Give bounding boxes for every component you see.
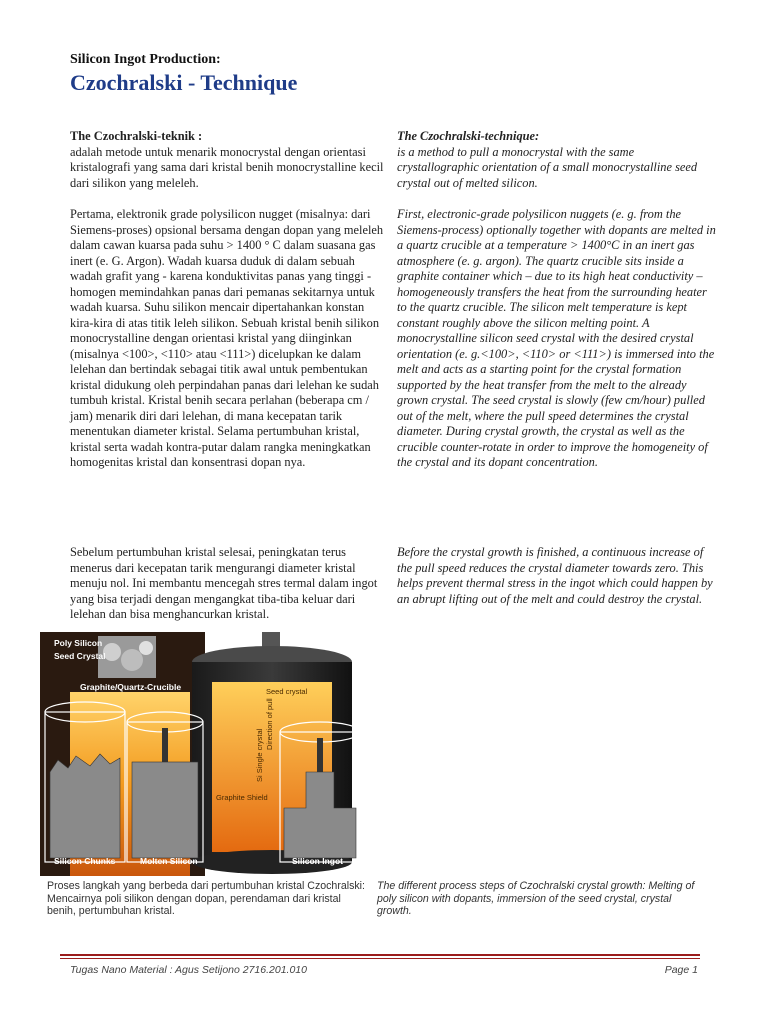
footer-author: Tugas Nano Material : Agus Setijono 2716.201.010 — [70, 964, 307, 976]
label-molten-silicon: Molten Silicon — [140, 856, 198, 866]
poly-silicon-chunk — [103, 643, 121, 661]
process-figure — [40, 632, 376, 876]
left-block-main — [70, 207, 390, 471]
right-heading: The Czochralski-technique: — [397, 129, 540, 143]
label-direction-of-pull: Direction of pull — [265, 698, 274, 750]
left-paragraph-2: Pertama, elektronik grade polysilicon nugget (misalnya: dari Siemens-proses) opsional bersama dengan dopan yang meleleh dalam cawan kuarsa pada suhu > 1400 ° C dalam suasana gas inert (e. G. Argon). Wadah kuarsa duduk di dalam sebuah wadah grafit yang - karena konduktivitas panas yang tinggi - homogen memindahkan panas dari pemanas sekitarnya untuk wadah kuarsa. Suhu silikon mencair dipertahankan konstan kira-kira di atas titik leleh silikon. Sebuah kristal benih silikon monocrystalline dengan orientasi kristal yang diinginkan (misalnya <100>, <110> atau <111>) dicelupkan ke dalam lelehan dan bertindak sebagai titik awal untuk pembentukan kristal didukung oleh perpindahan panas dari lelehan ke sudah tumbuh kristal. Kristal benih secara perlahan (beberapa cm / jam) menarik diri dari lelehan, di mana kecepatan tarik menentukan diameter kristal. Selama pertumbuhan kristal, kristal serta wadah kontra-putar dalam rangka meningkatkan homogenitas kristal dan konsentrasi dopan nya. — [70, 207, 384, 469]
seed-crystal-rod — [162, 728, 168, 762]
right-block-intro — [397, 129, 717, 191]
caption-indonesian: Proses langkah yang berbeda dari pertumbuhan kristal Czochralski: Mencairnya poli silikon dengan dopan, perendaman dari kristal benih, pertumbuhan kristal. — [47, 880, 365, 918]
label-poly-silicon: Poly Silicon — [54, 638, 103, 648]
left-intro: adalah metode untuk menarik monocrystal dengan orientasi kristalografi yang sama dari kristal benih monocrystalline kecil dari silikon yang meleleh. — [70, 144, 384, 190]
ingot-seed-rod — [317, 738, 323, 772]
footer-rule-thin — [60, 958, 700, 959]
poly-silicon-chunk — [121, 649, 143, 671]
left-paragraph-3: Sebelum pertumbuhan kristal selesai, peningkatan terus menerus dari kecepatan tarik mengurangi diameter kristal menuju nol. Ini membantu mencegah stres termal dalam ingot yang bisa terjadi dengan mengangkat tiba-tiba keluar dari lelehan dan bisa menghancurkan kristal. — [70, 545, 378, 621]
label-single-crystal: Si Single crystal — [255, 728, 264, 782]
right-intro: is a method to pull a monocrystal with the same crystallographic orientation of a small monocrystalline seed crystal out of melted silicon. — [397, 144, 698, 190]
right-paragraph-3: Before the crystal growth is finished, a continuous increase of the pull speed reduces the crystal diameter towards zero. This helps prevent thermal stress in the ingot which could happen by an abrupt lifting out of the melt and could destroy the crystal. — [397, 545, 713, 606]
document-kicker: Silicon Ingot Production: — [70, 52, 221, 67]
label-silicon-chunks: Silicon Chunks — [54, 856, 116, 866]
left-block-intro — [70, 129, 390, 191]
right-block-end — [397, 545, 717, 607]
left-heading: The Czochralski-teknik : — [70, 129, 203, 143]
right-paragraph-2: First, electronic-grade polysilicon nuggets (e. g. from the Siemens-process) optionally together with dopants are melted in a quartz crucible at a temperature > 1400°C in an inert gas atmosphere (e. g. argon). The quartz crucible sits inside a graphite container which – due to its high heat conductivity – homogeneously transfers the heat from the surrounding heater to the quartz crucible. The silicon melt temperature is kept constant roughly above the silicon melting point. A monocrystalline silicon seed crystal with the desired crystal orientation (e. g.<100>, <110> or <111>) is immersed into the melt and acts as a starting point for the crystal formation supported by the heat transfer from the melt to the already grown crystal. The seed crystal is slowly (few cm/hour) pulled out of the melt, where the pull speed determines the crystal diameter. During crystal growth, the crystal as well as the crucible counter-rotate in order to improve the homogeneity of the crystal and its dopant concentration. — [397, 207, 716, 469]
label-silicon-ingot: Silicon Ingot — [292, 856, 343, 866]
crucible-2-melt — [132, 762, 198, 858]
label-graphite-crucible: Graphite/Quartz-Crucible — [80, 682, 182, 692]
right-block-main — [397, 207, 717, 471]
document-title: Czochralski - Technique — [70, 70, 298, 95]
label-graphite-shield: Graphite Shield — [216, 793, 268, 802]
caption-english: The different process steps of Czochralski crystal growth: Melting of poly silicon with dopants, immersion of the seed crystal, crystal growth. — [377, 880, 695, 918]
label-seed-crystal-2: Seed crystal — [266, 687, 308, 696]
footer-rule-thick — [60, 954, 700, 956]
process-illustration — [40, 632, 376, 876]
crucible-1-chunks — [50, 754, 120, 858]
left-block-end — [70, 545, 390, 623]
label-seed-crystal: Seed Crystal — [54, 651, 106, 661]
footer-page-number: Page 1 — [664, 964, 698, 976]
poly-silicon-chunk — [139, 641, 153, 655]
